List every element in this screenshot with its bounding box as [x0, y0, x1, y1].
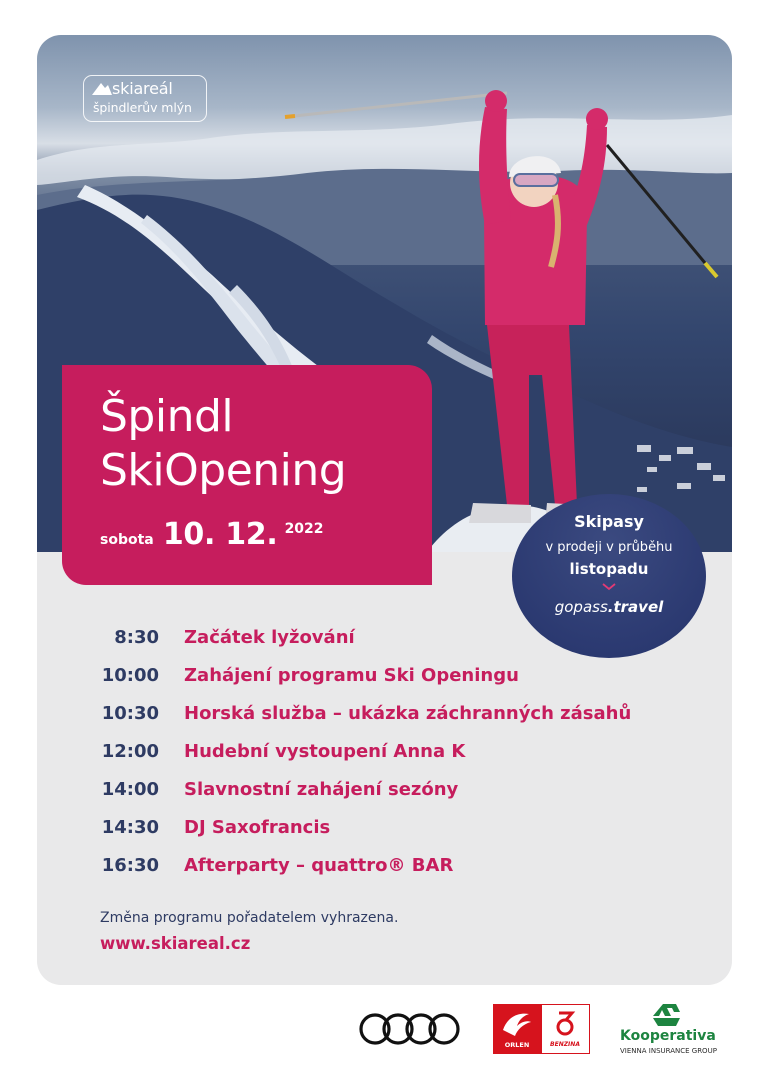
event-title-box [62, 365, 432, 585]
event-date [100, 517, 324, 552]
event-year: 2022 [284, 521, 324, 537]
schedule-time: 8:30 [114, 627, 159, 648]
schedule-time: 16:30 [101, 855, 159, 876]
promo-month: listopadu [569, 560, 649, 578]
skipass-promo-badge [512, 494, 706, 658]
schedule-event: Zahájení programu Ski Openingu [184, 665, 519, 686]
promo-subtitle: v prodeji v průběhu [545, 540, 673, 555]
orlen-label: ORLEN [504, 1041, 530, 1049]
schedule-time: 14:00 [101, 779, 159, 800]
audi-logo [358, 1012, 462, 1046]
mountain-icon [92, 81, 112, 95]
event-day: sobota [100, 532, 154, 548]
schedule-event: Horská služba – ukázka záchranných zásahů [184, 703, 632, 724]
event-title-line1: Špindl [100, 391, 234, 442]
skiareal-logo [83, 75, 207, 122]
kooperativa-emblem-icon [618, 1002, 724, 1028]
kooperativa-logo [618, 1002, 724, 1055]
schedule-time: 14:30 [101, 817, 159, 838]
event-date-value: 10. 12. [162, 517, 278, 552]
orlen-eagle-icon [493, 1004, 541, 1040]
logo-place: špindlerův mlýn [93, 100, 192, 115]
chevron-down-icon [602, 583, 616, 591]
kooperativa-name: Kooperativa [620, 1028, 716, 1044]
promo-title: Skipasy [574, 512, 644, 531]
benzina-label: BENZINA [550, 1041, 580, 1048]
schedule-event: Začátek lyžování [184, 627, 355, 648]
schedule-time: 10:30 [101, 703, 159, 724]
gopass-prefix: gopass [554, 598, 608, 616]
kooperativa-subtitle: VIENNA INSURANCE GROUP [620, 1047, 717, 1055]
schedule-time: 12:00 [101, 741, 159, 762]
schedule-event: DJ Saxofrancis [184, 817, 331, 838]
gopass-suffix: .travel [607, 598, 664, 616]
website-link[interactable]: www.skiareal.cz [100, 934, 251, 953]
schedule-event: Hudební vystoupení Anna K [184, 741, 466, 762]
gopass-logo [512, 598, 706, 616]
logo-name: skiareál [112, 79, 173, 98]
schedule-event: Afterparty – quattro® BAR [184, 855, 454, 876]
orlen-benzina-logo [493, 1004, 590, 1054]
event-title-line2: SkiOpening [100, 445, 347, 496]
benzina-symbol-icon [542, 1005, 588, 1041]
program-change-note: Změna programu pořadatelem vyhrazena. [100, 910, 399, 926]
schedule-time: 10:00 [101, 665, 159, 686]
schedule-event: Slavnostní zahájení sezóny [184, 779, 459, 800]
